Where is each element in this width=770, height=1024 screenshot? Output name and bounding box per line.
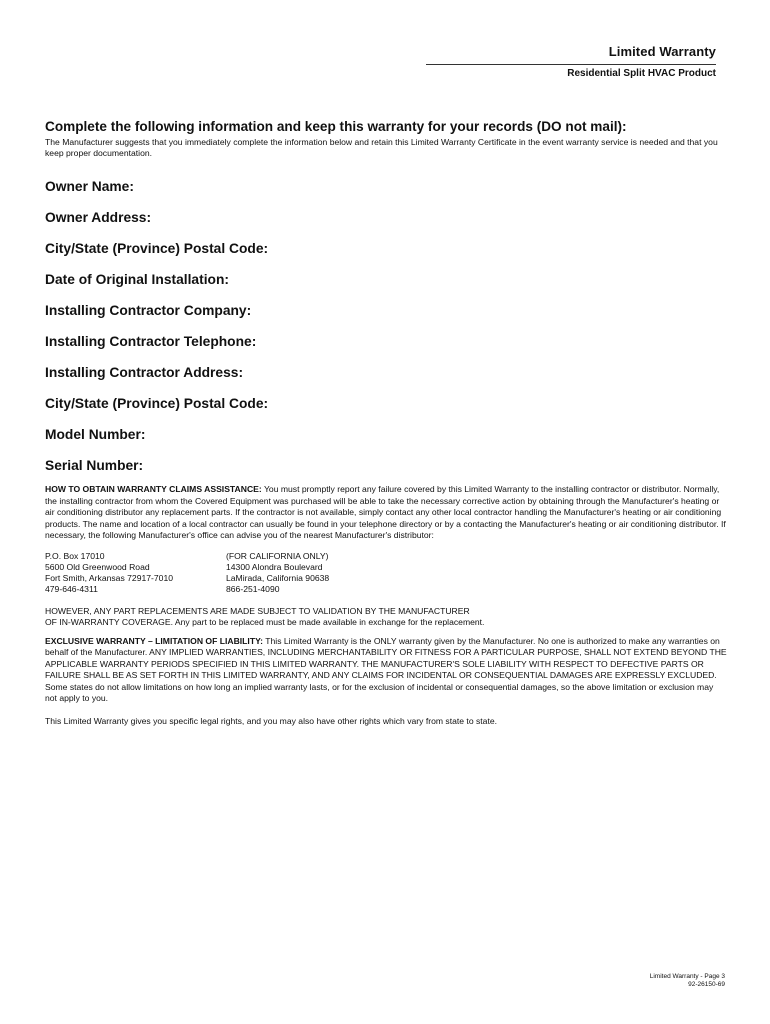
header-rule: [426, 64, 716, 65]
claims-text: You must promptly report any failure covered by this Limited Warranty to the installing contractor or distributor. Normally, the installing contractor from whom the Covered Equipment was purchased will be able to take the necessary corrective action by obtaining through the Manufacturer's heating or air conditioning distributor any replacement parts. If the contractor is not available, simply contact any other local contractor handling the Manufacturer's heating or air conditioning products. The name and location of a local contractor can usually be found in your telephone directory or by a contacting the Manufacturer's heating or air conditioning distributor. If necessary, the following Manufacturer's office can advise you of the nearest Manufacturer's distributor:: [45, 484, 726, 540]
page-footer: [650, 973, 725, 989]
validation-paragraph: [45, 606, 727, 629]
address-line: 5600 Old Greenwood Road: [45, 561, 150, 572]
header-subtitle: Residential Split HVAC Product: [567, 68, 716, 79]
legal-rights-text: This Limited Warranty gives you specific legal rights, and you may also have other rights which vary from state to state.: [45, 715, 498, 726]
exclusive-warranty-paragraph: [45, 636, 727, 705]
intro-text: The Manufacturer suggests that you immediately complete the information below and retain this Limited Warranty Certificate in the event warranty service is needed and that you keep proper documentation.: [45, 137, 718, 158]
address-line: (FOR CALIFORNIA ONLY): [226, 550, 329, 561]
validation-line-1: HOWEVER, ANY PART REPLACEMENTS ARE MADE SUBJECT TO VALIDATION BY THE MANUFACTURER: [45, 605, 470, 616]
validation-line-2: OF IN-WARRANTY COVERAGE. Any part to be replaced must be made available in exchange for the replacement.: [45, 617, 485, 627]
claims-label: HOW TO OBTAIN WARRANTY CLAIMS ASSISTANCE:: [45, 484, 262, 494]
page-header: [426, 44, 716, 79]
field-installation-date: Date of Original Installation:: [45, 272, 229, 287]
address-line: LaMirada, California 90638: [226, 572, 330, 583]
field-serial-number: Serial Number:: [45, 458, 144, 473]
address-line: Fort Smith, Arkansas 72917-7010: [45, 572, 174, 583]
address-line: 14300 Alondra Boulevard: [226, 561, 323, 572]
footer-page-label: Limited Warranty - Page 3: [649, 973, 725, 980]
address-california-office: [226, 551, 329, 595]
exclusive-text: This Limited Warranty is the ONLY warranty given by the Manufacturer. No one is authorized to make any warranties on behalf of the Manufacturer. ANY IMPLIED WARRANTIES, INCLUDING MERCHANTABILITY OR FITNESS FOR A PARTICULAR PURPOSE, SHALL NOT EXTEND BEYOND THE APPLICABLE WARRANTY PERIODS SPECIFIED IN THIS LIMITED WARRANTY. THE MANUFACTURER'S SOLE LIABILITY WITH RESPECT TO DEFECTIVE PARTS OR FAILURE SHALL BE AS SET FORTH IN THIS LIMITED WARRANTY, AND ANY CLAIMS FOR INCIDENTAL OR CONSEQUENTIAL DAMAGES ARE EXPRESSLY EXCLUDED.: [45, 635, 727, 680]
field-owner-address: Owner Address:: [45, 210, 152, 225]
field-contractor-telephone: Installing Contractor Telephone:: [45, 334, 257, 349]
field-contractor-company: Installing Contractor Company:: [45, 303, 252, 318]
claims-paragraph: [45, 484, 727, 542]
manufacturer-addresses: [45, 551, 727, 595]
field-owner-city-state-postal: City/State (Province) Postal Code:: [45, 241, 269, 256]
address-line: P.O. Box 17010: [45, 550, 105, 561]
footer-document-code: 92-26150-69: [688, 981, 725, 988]
field-contractor-city-state-postal: City/State (Province) Postal Code:: [45, 396, 269, 411]
field-model-number: Model Number:: [45, 427, 146, 442]
intro-heading: Complete the following information and keep this warranty for your records (DO not mail):: [45, 119, 627, 134]
header-title: Limited Warranty: [608, 44, 716, 59]
field-contractor-address: Installing Contractor Address:: [45, 365, 244, 380]
address-main-office: [45, 551, 226, 595]
exclusive-label: EXCLUSIVE WARRANTY – LIMITATION OF LIABILITY:: [45, 635, 264, 646]
field-owner-name: Owner Name:: [45, 179, 134, 194]
address-phone: 479-646-4311: [45, 583, 98, 594]
address-phone: 866-251-4090: [226, 583, 280, 594]
state-limitations-text: Some states do not allow limitations on how long an implied warranty lasts, or for the exclusion of incidental or consequential damages, so the above limitation or exclusion may not apply to you.: [45, 681, 714, 703]
owner-info-fields: [45, 179, 727, 489]
document-body: [45, 119, 727, 727]
